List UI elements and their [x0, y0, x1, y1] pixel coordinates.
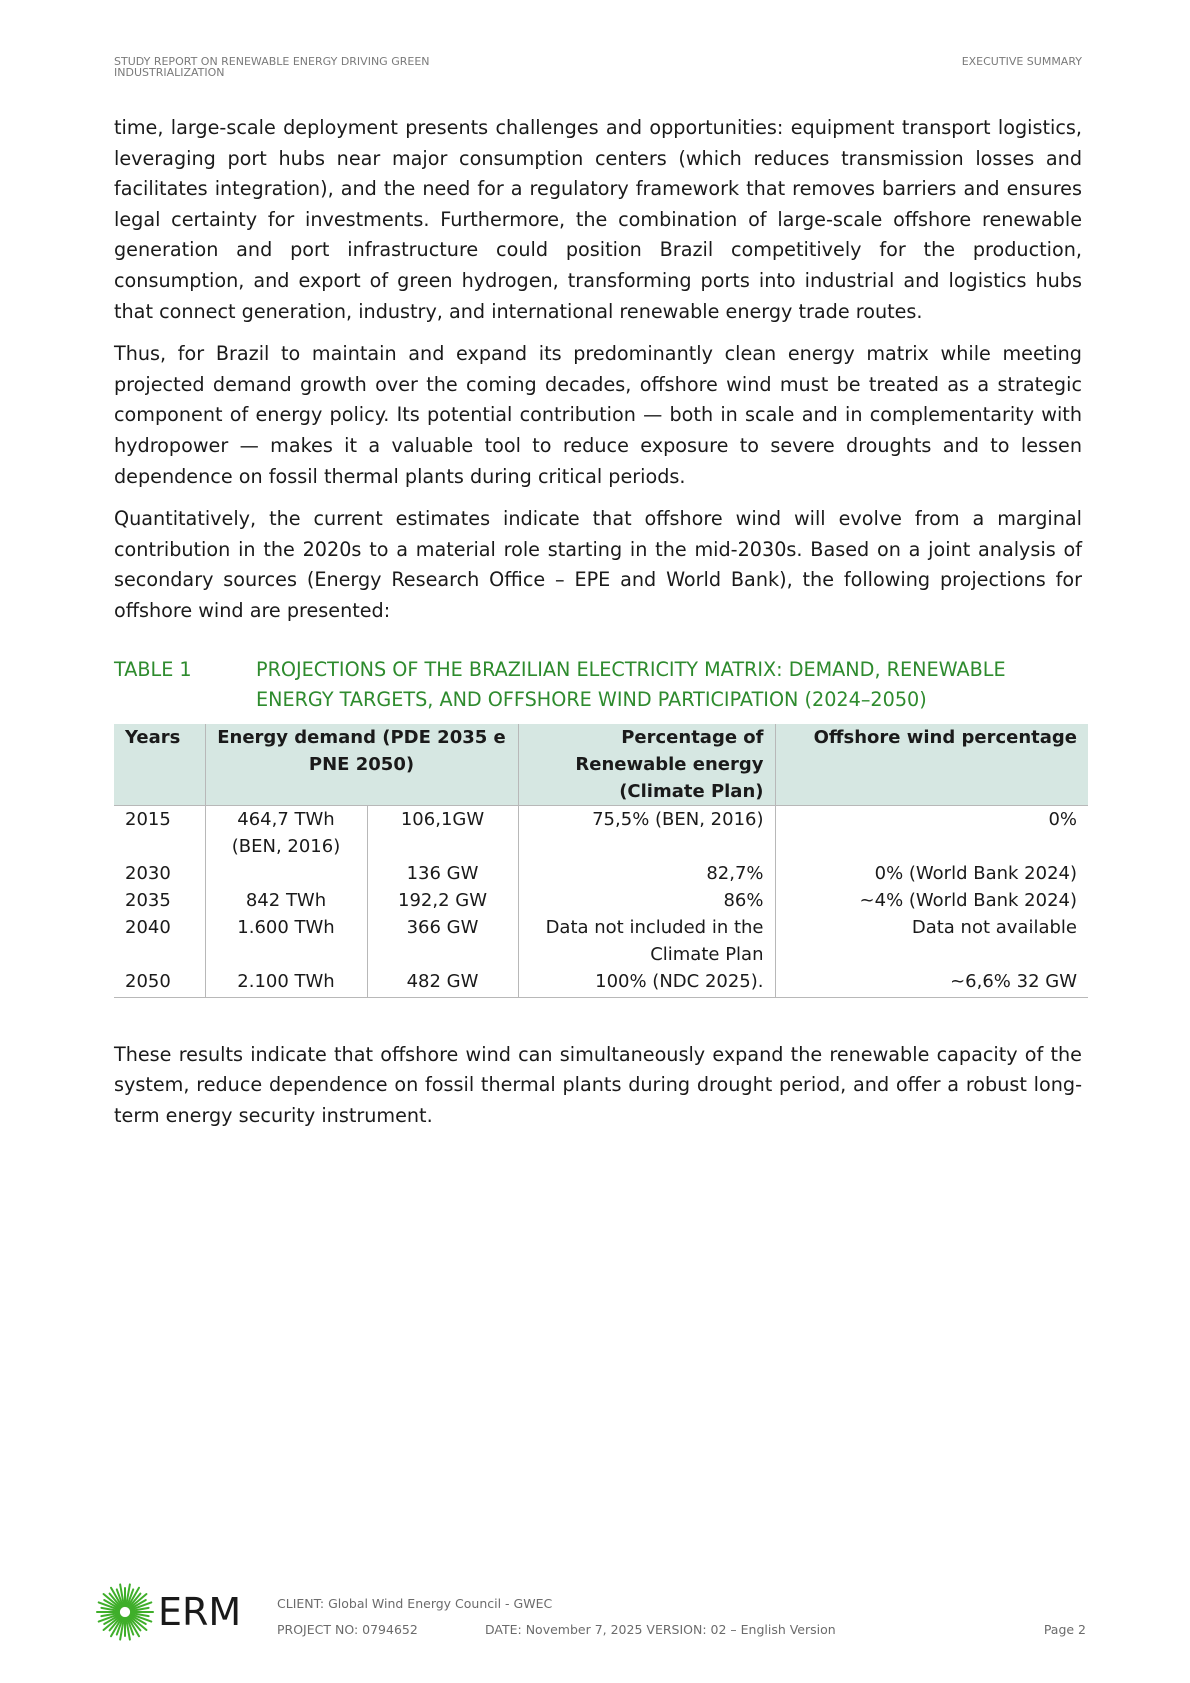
header-offshore: Offshore wind percentage — [775, 724, 1088, 806]
cell-year: 2035 — [125, 889, 171, 911]
cell-gw: 192,2 GW — [367, 887, 518, 914]
page-footer — [96, 1583, 1086, 1643]
footer-project-number: PROJECT NO: 0794652 — [277, 1622, 418, 1637]
table-label: TABLE 1 — [114, 657, 192, 681]
table-header-row — [114, 724, 1088, 806]
body-paragraph: time, large-scale deployment presents challenges and opportunities: equipment transport logistics, leveraging port hubs near major consumption centers (which reduces transmission losses and facilitates integration), and the need for a regulatory framework that removes barriers and ensures legal certainty for investments. Furthermore, the combination of large-scale offshore renewable generation and port infrastructure could position Brazil competitively for the production, consumption, and export of green hydrogen, transforming ports into industrial and logistics hubs that connect generation, industry, and international renewable energy trade routes. — [114, 116, 1082, 323]
table-caption — [114, 655, 1082, 716]
cell-renewable: 82,7% — [518, 860, 775, 887]
table-row — [114, 914, 1088, 968]
cell-renewable: Data not included in the Climate Plan — [518, 914, 775, 968]
cell-gw: 482 GW — [367, 968, 518, 998]
erm-logo — [96, 1583, 241, 1641]
table-row — [114, 860, 1088, 887]
cell-offshore: ~4% (World Bank 2024) — [775, 887, 1088, 914]
cell-gw: 136 GW — [367, 860, 518, 887]
table-row — [114, 968, 1088, 998]
body-paragraph: Thus, for Brazil to maintain and expand its predominantly clean energy matrix while meeting projected demand growth over the coming decades, offshore wind must be treated as a strategic component of energy policy. Its potential contribution — both in scale and in complementarity with hydropower — makes it a valuable tool to reduce exposure to severe droughts and to lessen dependence on fossil thermal plants during critical periods. — [114, 342, 1082, 488]
closing-paragraph: These results indicate that offshore wind can simultaneously expand the renewable capacity of the system, reduce dependence on fossil thermal plants during drought period, and offer a robust long-term energy security instrument. — [114, 1042, 1082, 1127]
main-content — [114, 113, 1082, 1143]
cell-twh: 842 TWh — [205, 887, 367, 914]
cell-gw: 106,1GW — [367, 805, 518, 860]
cell-year: 2050 — [114, 968, 205, 998]
cell-year: 2030 — [125, 862, 171, 884]
cell-offshore: 0% (World Bank 2024) — [775, 860, 1088, 887]
cell-year: 2015 — [114, 805, 205, 860]
cell-twh: 2.100 TWh — [205, 968, 367, 998]
projections-table — [114, 724, 1088, 998]
erm-sunburst-icon — [96, 1583, 154, 1641]
running-header-section: EXECUTIVE SUMMARY — [961, 55, 1082, 68]
cell-offshore: ~6,6% 32 GW — [775, 968, 1088, 998]
footer-page-number: Page 2 — [1043, 1622, 1086, 1637]
cell-twh — [205, 860, 367, 887]
cell-renewable: 100% (NDC 2025). — [518, 968, 775, 998]
footer-client: CLIENT: Global Wind Energy Council - GWEC — [277, 1596, 553, 1611]
running-header-title: STUDY REPORT ON RENEWABLE ENERGY DRIVING GREEN INDUSTRIALIZATION — [114, 55, 430, 79]
header-renewable: Percentage of Renewable energy (Climate Plan) — [518, 724, 775, 806]
erm-logo-text: ERM — [158, 1590, 242, 1634]
table-row — [114, 805, 1088, 860]
body-paragraph: Quantitatively, the current estimates indicate that offshore wind will evolve from a marginal contribution in the 2020s to a material role starting in the mid-2030s. Based on a joint analysis of secondary sources (Energy Research Office – EPE and World Bank), the following projections for offshore wind are presented: — [114, 507, 1082, 622]
cell-offshore: 0% — [775, 805, 1088, 860]
cell-renewable: 75,5% (BEN, 2016) — [518, 805, 775, 860]
table-title: PROJECTIONS OF THE BRAZILIAN ELECTRICITY MATRIX: DEMAND, RENEWABLE ENERGY TARGETS, AND OFFSHORE WIND PARTICIPATION (2024–2050) — [256, 657, 1006, 712]
cell-renewable: 86% — [518, 887, 775, 914]
cell-year: 2040 — [125, 916, 171, 938]
header-energy-demand: Energy demand (PDE 2035 e PNE 2050) — [205, 724, 518, 806]
footer-date-version: DATE: November 7, 2025 VERSION: 02 – English Version — [485, 1622, 836, 1637]
cell-gw: 366 GW — [367, 914, 518, 968]
table-row — [114, 887, 1088, 914]
header-years: Years — [114, 724, 205, 806]
cell-offshore: Data not available — [775, 914, 1088, 968]
cell-twh: 1.600 TWh — [205, 914, 367, 968]
cell-twh: 464,7 TWh (BEN, 2016) — [205, 805, 367, 860]
